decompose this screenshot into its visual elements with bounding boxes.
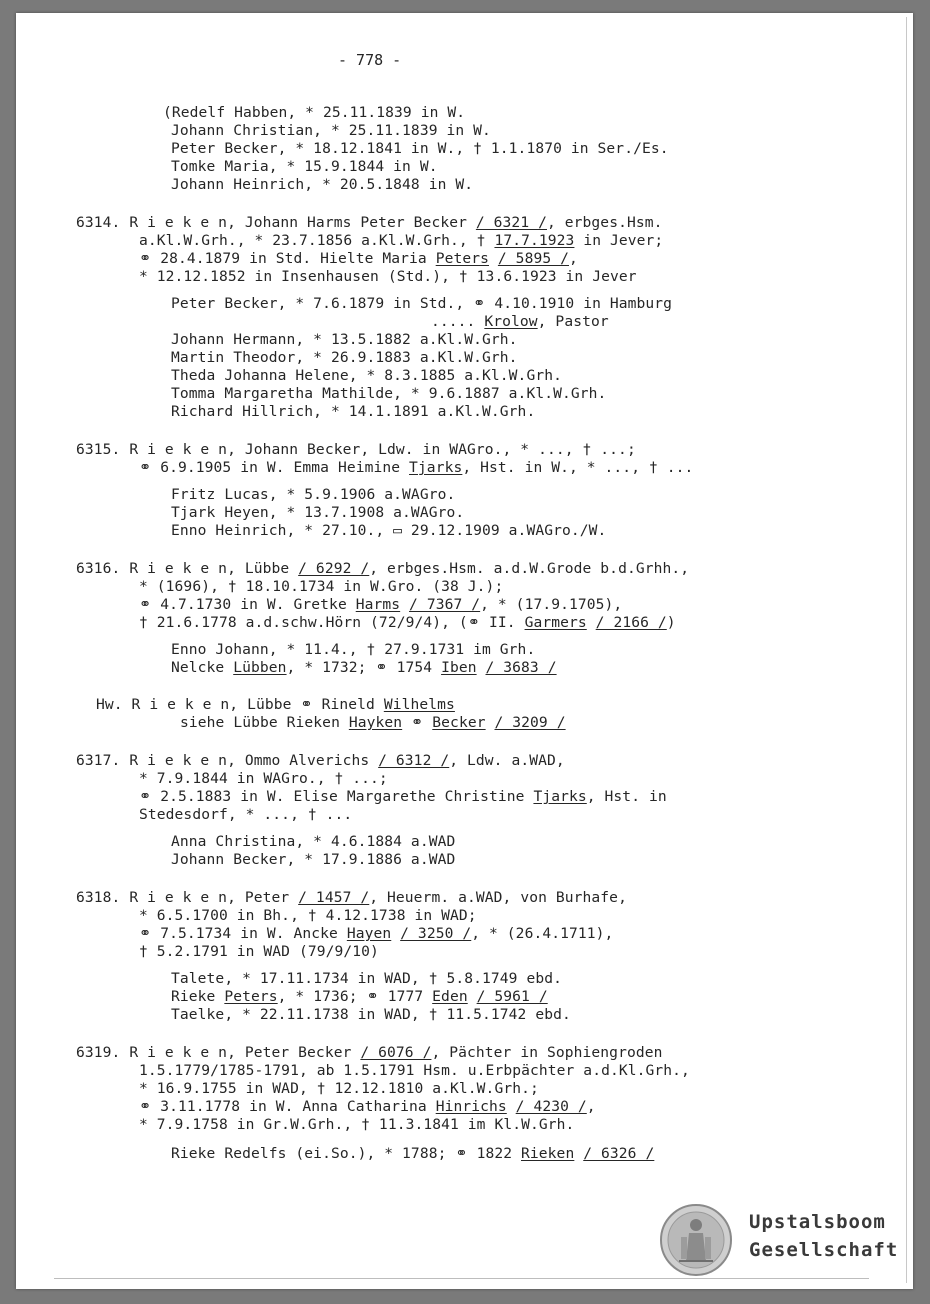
entry-6317-child: Anna Christina, * 4.6.1884 a.WAD — [171, 833, 456, 850]
entry-6317-line: * 7.9.1844 in WAGro., † ...; — [139, 770, 388, 787]
entry-6314-line: ⚭ 28.4.1879 in Std. Hielte Maria Peters / 5895 /, — [139, 250, 578, 267]
entry-6314-child: Tomma Margaretha Mathilde, * 9.6.1887 a.Kl.W.Grh. — [171, 385, 607, 402]
entry-6318-child: Talete, * 17.11.1734 in WAD, † 5.8.1749 ebd. — [171, 970, 562, 987]
entry-6317-child: Johann Becker, * 17.9.1886 a.WAD — [171, 851, 456, 868]
entry-hw-line: Hw. R i e k e n, Lübbe ⚭ Rineld Wilhelms — [96, 696, 455, 713]
entry-6317-line: Stedesdorf, * ..., † ... — [139, 806, 353, 823]
entry-6316-line: † 21.6.1778 a.d.schw.Hörn (72/9/4), (⚭ II. Garmers / 2166 /) — [139, 614, 676, 631]
entry-6319-line: 6319. R i e k e n, Peter Becker / 6076 /, Pächter in Sophiengroden — [76, 1044, 663, 1061]
page-number: - 778 - — [338, 51, 402, 69]
entry-6315-line: ⚭ 6.9.1905 in W. Emma Heimine Tjarks, Hst. in W., * ..., † ... — [139, 459, 694, 476]
child-line: Johann Christian, * 25.11.1839 in W. — [171, 122, 491, 139]
entry-6318-child: Taelke, * 22.11.1738 in WAD, † 11.5.1742 ebd. — [171, 1006, 571, 1023]
entry-6315-child: Tjark Heyen, * 13.7.1908 a.WAGro. — [171, 504, 465, 521]
entry-6314-child: Martin Theodor, * 26.9.1883 a.Kl.W.Grh. — [171, 349, 518, 366]
entry-6314-child: Johann Hermann, * 13.5.1882 a.Kl.W.Grh. — [171, 331, 518, 348]
entry-6315-line: 6315. R i e k e n, Johann Becker, Ldw. in WAGro., * ..., † ...; — [76, 441, 636, 458]
entry-6318-line: † 5.2.1791 in WAD (79/9/10) — [139, 943, 379, 960]
entry-6316-child: Nelcke Lübben, * 1732; ⚭ 1754 Iben / 3683 / — [171, 659, 557, 676]
entry-6319-line: ⚭ 3.11.1778 in W. Anna Catharina Hinrichs / 4230 /, — [139, 1098, 596, 1115]
document-page — [16, 13, 913, 1289]
entry-6314-child: ..... Krolow, Pastor — [431, 313, 609, 330]
entry-6316-line: * (1696), † 18.10.1734 in W.Gro. (38 J.); — [139, 578, 504, 595]
child-line: (Redelf Habben, * 25.11.1839 in W. — [163, 104, 466, 121]
entry-hw-line: siehe Lübbe Rieken Hayken ⚭ Becker / 3209 / — [180, 714, 566, 731]
entry-6319-child: Rieke Redelfs (ei.So.), * 1788; ⚭ 1822 Rieken / 6326 / — [171, 1145, 655, 1162]
upstalsboom-logo — [659, 1203, 909, 1283]
entry-6317-line: 6317. R i e k e n, Ommo Alverichs / 6312 /, Ldw. a.WAD, — [76, 752, 565, 769]
entry-6316-child: Enno Johann, * 11.4., † 27.9.1731 im Grh. — [171, 641, 536, 658]
entry-6314-child: Richard Hillrich, * 14.1.1891 a.Kl.W.Grh. — [171, 403, 536, 420]
entry-6314-child: Theda Johanna Helene, * 8.3.1885 a.Kl.W.Grh. — [171, 367, 562, 384]
logo-text-line1: Upstalsboom — [749, 1211, 886, 1233]
entry-6315-child: Fritz Lucas, * 5.9.1906 a.WAGro. — [171, 486, 456, 503]
logo-text-line2: Gesellschaft — [749, 1239, 899, 1261]
entry-6314-line: 6314. R i e k e n, Johann Harms Peter Becker / 6321 /, erbges.Hsm. — [76, 214, 663, 231]
entry-6314-line: * 12.12.1852 in Insenhausen (Std.), † 13.6.1923 in Jever — [139, 268, 637, 285]
entry-6318-line: * 6.5.1700 in Bh., † 4.12.1738 in WAD; — [139, 907, 477, 924]
entry-6316-line: ⚭ 4.7.1730 in W. Gretke Harms / 7367 /, * (17.9.1705), — [139, 596, 623, 613]
entry-6318-line: ⚭ 7.5.1734 in W. Ancke Hayen / 3250 /, * (26.4.1711), — [139, 925, 614, 942]
entry-6317-line: ⚭ 2.5.1883 in W. Elise Margarethe Christine Tjarks, Hst. in — [139, 788, 667, 805]
entry-6318-line: 6318. R i e k e n, Peter / 1457 /, Heuerm. a.WAD, von Burhafe, — [76, 889, 627, 906]
entry-6319-line: 1.5.1779/1785-1791, ab 1.5.1791 Hsm. u.Erbpächter a.d.Kl.Grh., — [139, 1062, 690, 1079]
seal-icon — [659, 1203, 733, 1277]
entry-6319-line: * 7.9.1758 in Gr.W.Grh., † 11.3.1841 im Kl.W.Grh. — [139, 1116, 575, 1133]
entry-6314-child: Peter Becker, * 7.6.1879 in Std., ⚭ 4.10.1910 in Hamburg — [171, 295, 673, 312]
bottom-rule — [54, 1278, 869, 1279]
child-line: Peter Becker, * 18.12.1841 in W., † 1.1.1870 in Ser./Es. — [171, 140, 669, 157]
entry-6316-line: 6316. R i e k e n, Lübbe / 6292 /, erbges.Hsm. a.d.W.Grode b.d.Grhh., — [76, 560, 690, 577]
entry-6319-line: * 16.9.1755 in WAD, † 12.12.1810 a.Kl.W.Grh.; — [139, 1080, 539, 1097]
child-line: Tomke Maria, * 15.9.1844 in W. — [171, 158, 438, 175]
entry-6315-child: Enno Heinrich, * 27.10., ▭ 29.12.1909 a.WAGro./W. — [171, 522, 607, 539]
entry-6318-child: Rieke Peters, * 1736; ⚭ 1777 Eden / 5961 / — [171, 988, 548, 1005]
child-line: Johann Heinrich, * 20.5.1848 in W. — [171, 176, 474, 193]
entry-6314-line: a.Kl.W.Grh., * 23.7.1856 a.Kl.W.Grh., † 17.7.1923 in Jever; — [139, 232, 664, 249]
